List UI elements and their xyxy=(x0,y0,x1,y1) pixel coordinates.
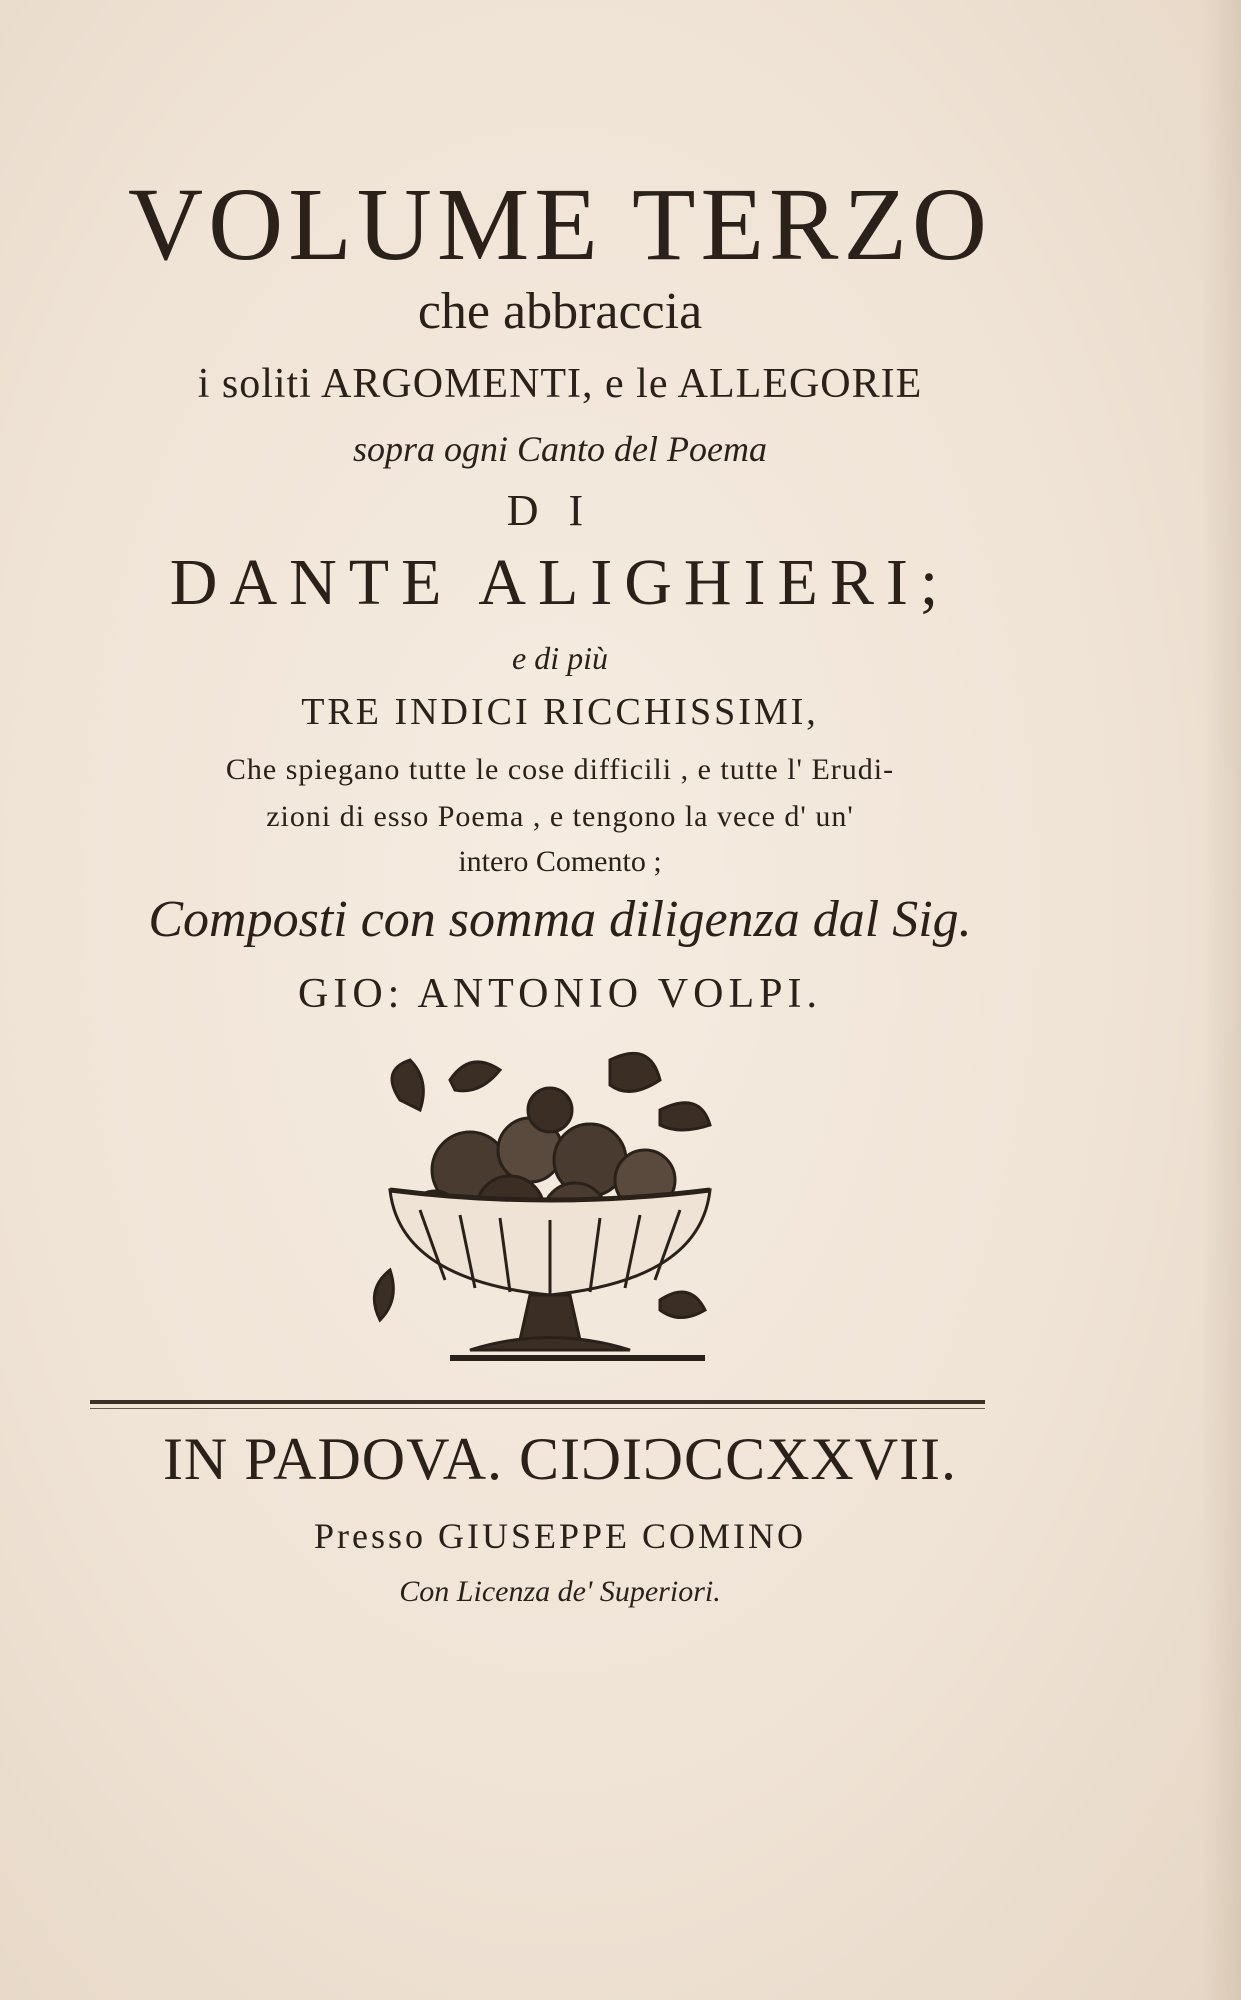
indici-line: TRE INDICI RICCHISSIMI, xyxy=(301,691,819,733)
di-line: DI xyxy=(506,486,614,535)
fruit-basket-woodcut-icon xyxy=(360,1040,740,1390)
di-piu-line: e di più xyxy=(512,640,608,676)
imprint-license: Con Licenza de' Superiori. xyxy=(399,1575,721,1608)
volume-title: VOLUME TERZO xyxy=(127,167,993,282)
editor-name: GIO: ANTONIO VOLPI. xyxy=(298,971,822,1017)
imprint-printer: Presso GIUSEPPE COMINO xyxy=(313,1516,807,1556)
sopra-line: sopra ogni Canto del Poema xyxy=(353,429,767,469)
abbraccia-line: che abbraccia xyxy=(417,283,703,340)
divider-rule xyxy=(90,1400,985,1404)
composti-line: Composti con somma diligenza dal Sig. xyxy=(148,891,972,948)
description-line-1: Che spiegano tutte le cose difficili , e tutte l' Erudi- xyxy=(225,753,895,786)
description-line-2: zioni di esso Poema , e tengono la vece d' un' xyxy=(266,800,854,833)
description-line-3: intero Comento ; xyxy=(458,845,662,878)
divider-rule-thin xyxy=(90,1408,985,1409)
imprint-place-date: IN PADOVA. CIϽIϽCCXXVII. xyxy=(162,1426,958,1492)
page-edge-shadow xyxy=(1201,0,1241,2000)
author-name: DANTE ALIGHIERI; xyxy=(169,546,951,619)
argomenti-line: i soliti ARGOMENTI, e le ALLEGORIE xyxy=(197,361,923,407)
